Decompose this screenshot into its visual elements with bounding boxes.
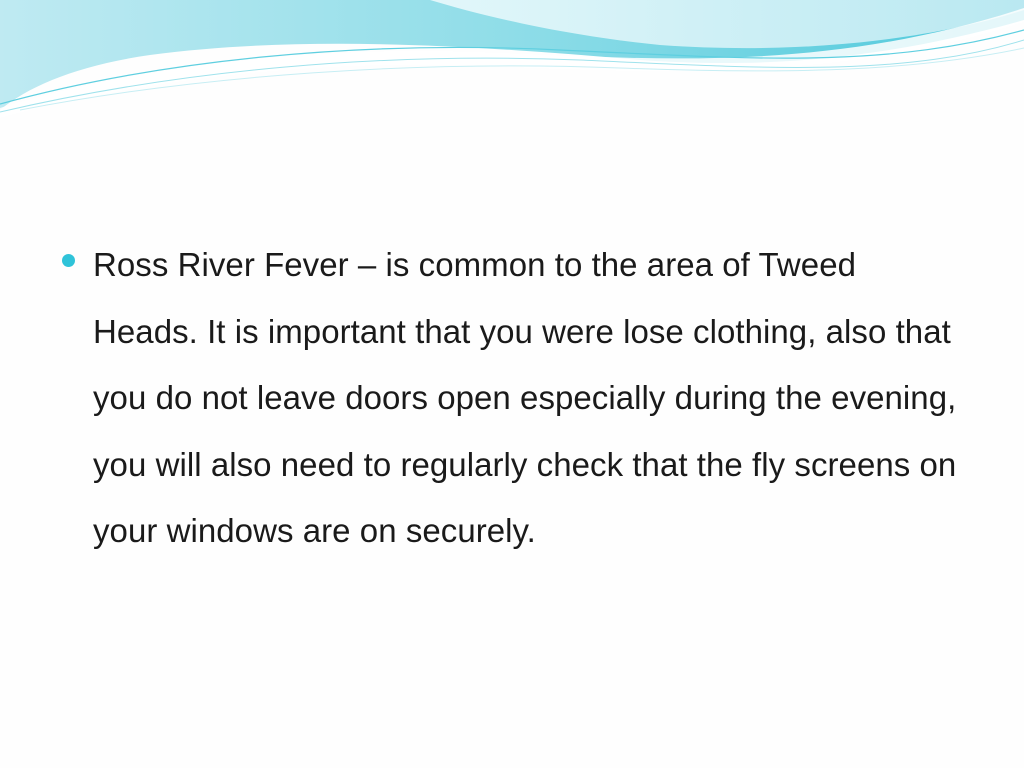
bullet-item	[62, 232, 962, 565]
wave-header-decoration	[0, 0, 1024, 130]
bullet-dot-icon	[62, 254, 75, 267]
slide-content	[62, 232, 962, 565]
bullet-text: Ross River Fever – is common to the area of Tweed Heads. It is important that you were lose clothing, also that you do not leave doors open especially during the evening, you will also need to regularly check that the fly screens on your windows are on securely.	[93, 246, 957, 549]
